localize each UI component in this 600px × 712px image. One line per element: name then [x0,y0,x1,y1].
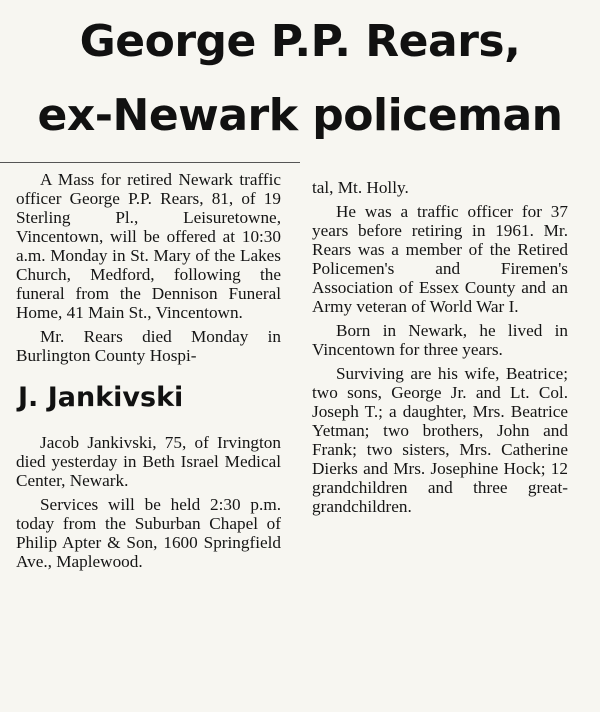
jankivski-paragraph-1: Jacob Jankivski, 75, of Irvington died yesterday in Beth Israel Medical Center, Newark. [16,433,281,490]
left-column [16,170,281,576]
rears-paragraph-1: A Mass for retired Newark traffic officer George P.P. Rears, 81, of 19 Sterling Pl., Leisuretowne, Vincentown, will be offered at 10:30 a.m. Monday in St. Mary of the Lakes Church, Medford, following the funeral from the Dennison Funeral Home, 41 Main St., Vincentown. [16,170,281,322]
jankivski-paragraph-2: Services will be held 2:30 p.m. today from the Suburban Chapel of Philip Apter & Son, 1600 Springfield Ave., Maplewood. [16,495,281,571]
headline-line-1: George P.P. Rears, [79,16,521,67]
right-column [312,178,568,521]
headline-line-2: ex-Newark policeman [37,90,563,141]
headline-divider [0,162,300,163]
rears-paragraph-2: Mr. Rears died Monday in Burlington County Hospi- [16,327,281,365]
rears-paragraph-2-continued: tal, Mt. Holly. [312,178,409,197]
rears-paragraph-5: Surviving are his wife, Beatrice; two sons, George Jr. and Lt. Col. Joseph T.; a daughter, Mrs. Beatrice Yetman; two brothers, John and Frank; two sisters, Mrs. Catherine Dierks and Mrs. Josephine Hock; 12 grandchildren and three great-grandchildren. [312,364,568,516]
jankivski-subhead: J. Jankivski [18,382,184,413]
rears-paragraph-4: Born in Newark, he lived in Vincentown for three years. [312,321,568,359]
rears-paragraph-3: He was a traffic officer for 37 years before retiring in 1961. Mr. Rears was a member of the Retired Policemen's and Firemen's Association of Essex County and an Army veteran of World War I. [312,202,568,316]
